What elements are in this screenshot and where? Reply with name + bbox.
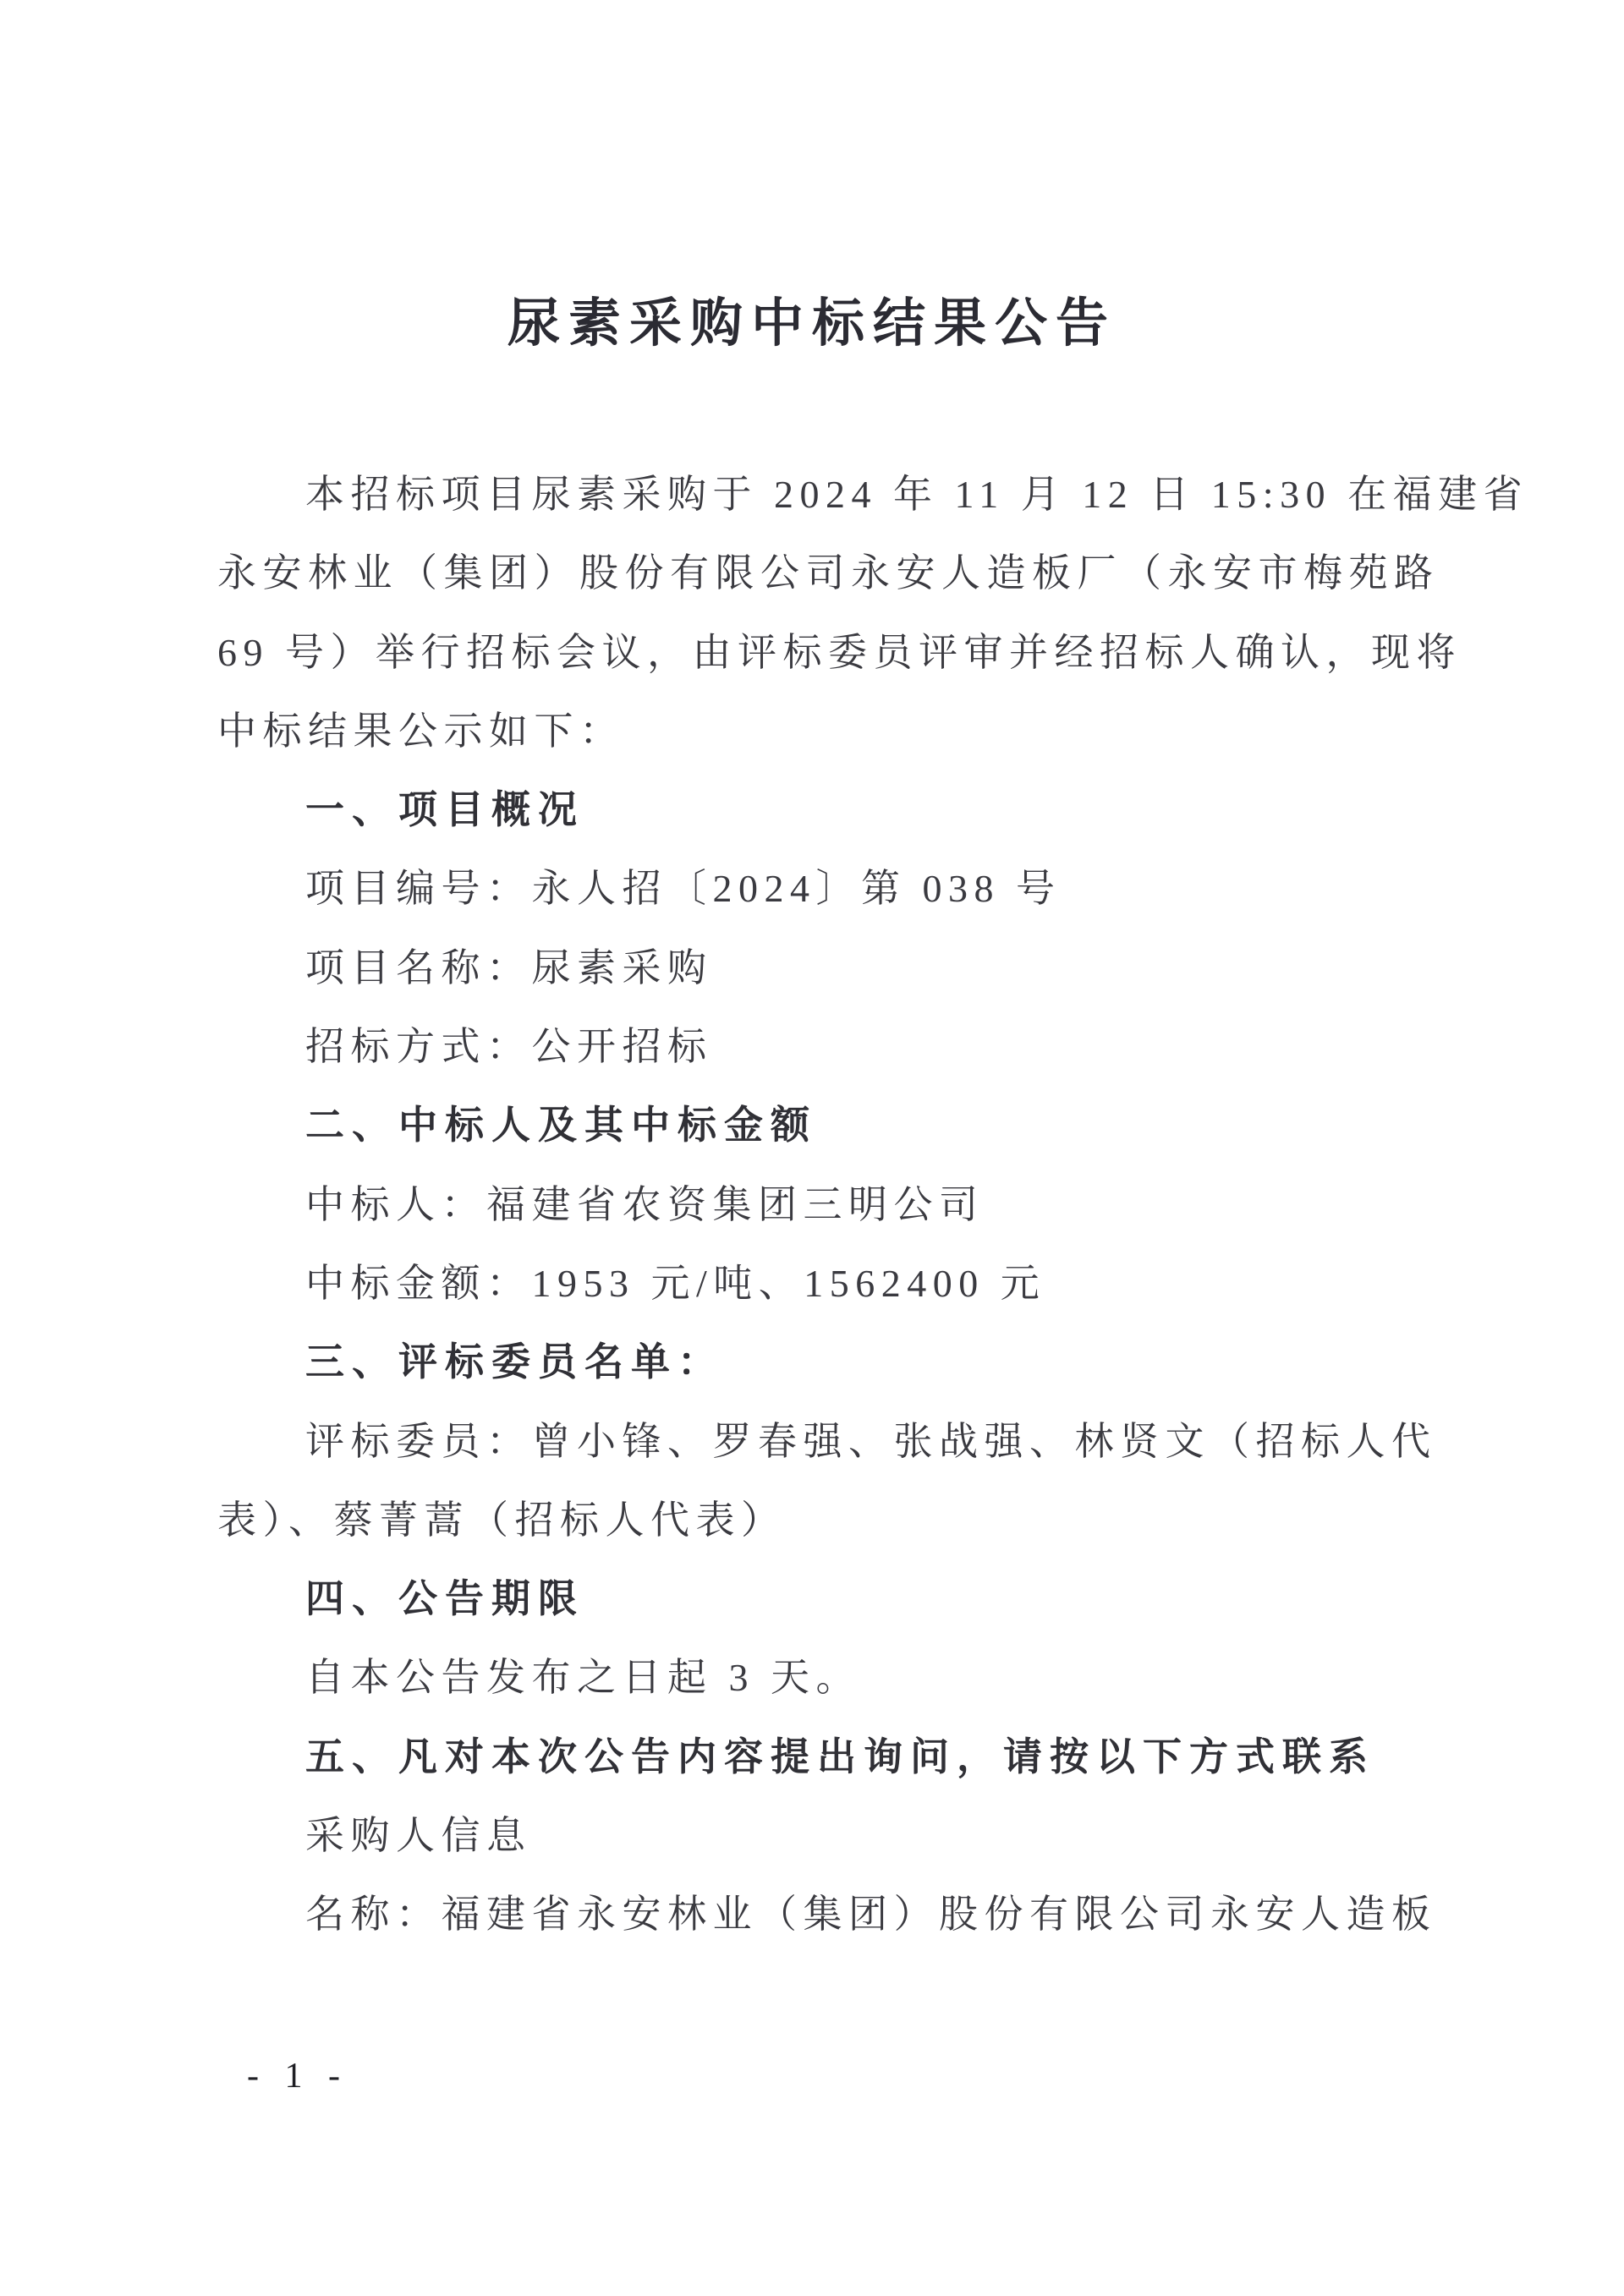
section-heading-contact-method: 五、凡对本次公告内容提出询问，请按以下方式联系 xyxy=(305,1734,1375,1778)
project-name-line: 项目名称：尿素采购 xyxy=(305,945,713,989)
committee-members-line: 评标委员：曾小锋、罗春强、张战强、林贤文（招标人代 xyxy=(305,1419,1437,1463)
section-heading-project-overview: 一、项目概况 xyxy=(305,787,584,832)
document-body xyxy=(217,455,1529,1954)
winner-line: 中标人：福建省农资集团三明公司 xyxy=(305,1182,985,1226)
purchaser-name-line: 名称：福建省永安林业（集团）股份有限公司永安人造板 xyxy=(305,1893,1437,1937)
committee-members-line: 表）、蔡菁蒿（招标人代表） xyxy=(217,1498,787,1542)
paragraph-line: 永安林业（集团）股份有限公司永安人造板厂（永安市梅苑路 xyxy=(217,551,1440,595)
page-number: - 1 - xyxy=(247,2057,348,2096)
announcement-period-line: 自本公告发布之日起 3 天。 xyxy=(305,1656,861,1700)
section-heading-announcement-period: 四、公告期限 xyxy=(305,1576,584,1621)
paragraph-line: 本招标项目尿素采购于 2024 年 11 月 12 日 15:30 在福建省 xyxy=(305,473,1529,516)
section-heading-winner-amount: 二、中标人及其中标金额 xyxy=(305,1103,817,1148)
bidding-method-line: 招标方式：公开招标 xyxy=(305,1025,713,1069)
document-title: 尿素采购中标结果公告 xyxy=(507,295,1116,353)
section-heading-committee-list: 三、评标委员名单： xyxy=(305,1340,724,1384)
purchaser-info-label-line: 采购人信息 xyxy=(305,1814,532,1858)
paragraph-line: 中标结果公示如下： xyxy=(217,709,625,753)
project-number-line: 项目编号：永人招〔2024〕第 038 号 xyxy=(305,867,1062,911)
paragraph-line: 69 号）举行招标会议，由评标委员评审并经招标人确认，现将 xyxy=(217,630,1462,674)
winning-amount-line: 中标金额：1953 元/吨、1562400 元 xyxy=(305,1261,1046,1305)
